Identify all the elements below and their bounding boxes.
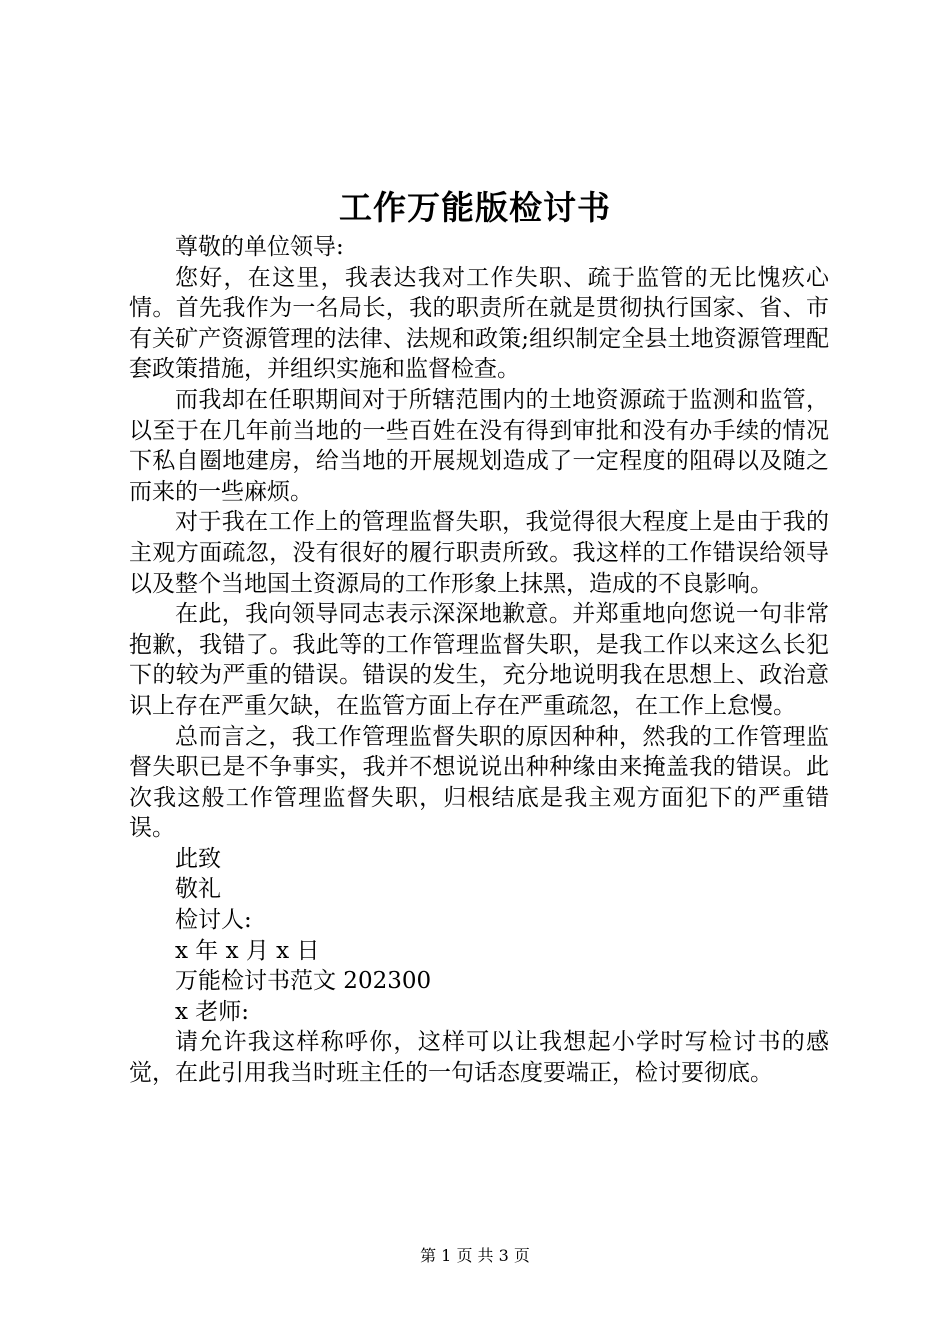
paragraph-5: 总而言之，我工作管理监督失职的原因种种，然我的工作管理监督失职已是不争事实，我并不想说说出种种缘由来掩盖我的错误。此次我这般工作管理监督失职，归根结底是我主观方面犯下的严重错误。 (129, 723, 829, 842)
paragraph-4: 在此，我向领导同志表示深深地歉意。并郑重地向您说一句非常抱歉，我错了。我此等的工作管理监督失职，是我工作以来这么长犯下的较为严重的错误。错误的发生，充分地说明我在思想上、政治意识上存在严重欠缺，在监管方面上存在严重疏忽，在工作上怠慢。 (129, 601, 829, 719)
paragraph-3: 对于我在工作上的管理监督失职，我觉得很大程度上是由于我的主观方面疏忽，没有很好的履行职责所致。我这样的工作错误给领导以及整个当地国土资源局的工作形象上抹黑，造成的不良影响。 (129, 509, 829, 597)
closing-line-2: 敬礼 (175, 876, 221, 903)
document-body (129, 232, 829, 1089)
date-line: x 年 x 月 x 日 (175, 937, 320, 964)
second-paragraph: 请允许我这样称呼你，这样可以让我想起小学时写检讨书的感觉，在此引用我当时班主任的一句话态度要端正，检讨要彻底。 (129, 1029, 829, 1087)
salutation: 尊敬的单位领导: (175, 234, 344, 260)
second-salutation: x 老师: (175, 998, 250, 1025)
page-footer: 第 1 页 共 3 页 (420, 1246, 530, 1265)
document-title: 工作万能版检讨书 (339, 188, 611, 227)
paragraph-2: 而我却在任职期间对于所辖范围内的土地资源疏于监测和监管，以至于在几年前当地的一些百姓在没有得到审批和没有办手续的情况下私自圈地建房，给当地的开展规划造成了一定程度的阻碍以及随之而来的一些麻烦。 (129, 386, 829, 505)
closing-line-1: 此致 (175, 845, 221, 872)
second-title: 万能检讨书范文 202300 (175, 968, 432, 995)
paragraph-1: 您好，在这里，我表达我对工作失职、疏于监管的无比愧疚心情。首先我作为一名局长，我的职责所在就是贯彻执行国家、省、市有关矿产资源管理的法律、法规和政策;组织制定全县土地资源管理配套政策措施，并组织实施和监督检查。 (129, 264, 829, 383)
signer-line: 检讨人: (175, 907, 252, 934)
